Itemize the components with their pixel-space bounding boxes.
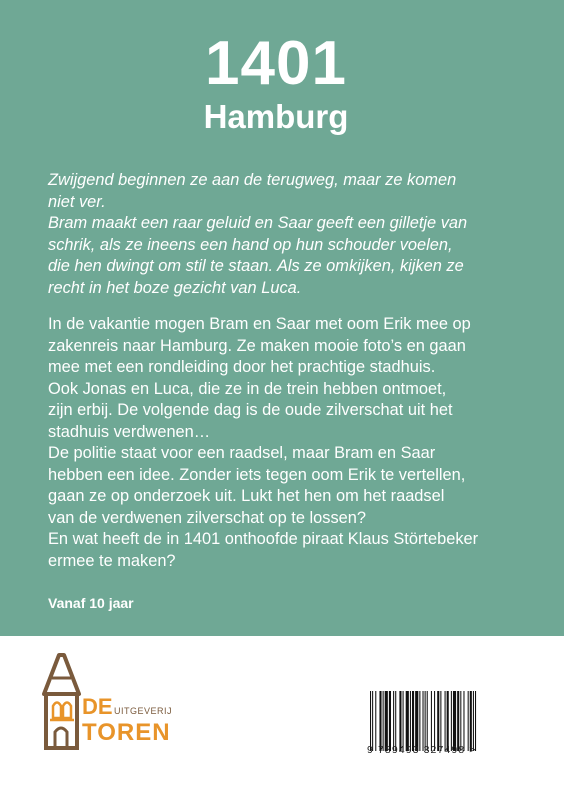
blurb-line: gaan ze op onderzoek uit. Lukt het hen om het raadsel bbox=[48, 487, 445, 505]
logo-text-uitgeverij: UITGEVERIJ bbox=[114, 706, 173, 716]
book-subtitle: Hamburg bbox=[203, 98, 349, 135]
teaser-line: Bram maakt een raar geluid en Saar geeft een gilletje van bbox=[48, 214, 468, 232]
isbn-digits: 9 789493 327498 > bbox=[367, 744, 477, 756]
teaser-line: Zwijgend beginnen ze aan de terugweg, maar ze komen bbox=[48, 171, 457, 189]
publisher-logo bbox=[40, 652, 190, 752]
blurb-line: En wat heeft de in 1401 onthoofde piraat Klaus Störtebeker bbox=[48, 530, 479, 548]
blurb-line: zakenreis naar Hamburg. Ze maken mooie foto’s en gaan bbox=[48, 336, 466, 355]
blurb-line: stadhuis verdwenen… bbox=[48, 422, 211, 441]
blurb-line: In de vakantie mogen Bram en Saar met oom Erik mee op bbox=[48, 315, 471, 333]
blurb-line: zijn erbij. De volgende dag is de oude zilverschat uit het bbox=[48, 401, 453, 419]
teaser-line: recht in het boze gezicht van Luca. bbox=[48, 278, 302, 297]
age-recommendation: Vanaf 10 jaar bbox=[48, 595, 134, 611]
teaser-line: schrik, als ze ineens een hand op hun schouder voelen, bbox=[48, 235, 453, 254]
blurb-line: hebben een idee. Zonder iets tegen oom Erik te vertellen, bbox=[48, 465, 466, 484]
teaser-paragraph bbox=[48, 170, 518, 299]
logo-text-toren: TOREN bbox=[82, 719, 171, 746]
logo-text-de: DE bbox=[82, 694, 113, 719]
blurb-line: De politie staat voor een raadsel, maar Bram en Saar bbox=[48, 444, 436, 462]
teaser-line: die hen dwingt om stil te staan. Als ze omkijken, kijken ze bbox=[48, 257, 464, 275]
tower-icon bbox=[44, 655, 79, 748]
blurb-paragraph bbox=[48, 314, 518, 572]
teaser-line: niet ver. bbox=[48, 192, 106, 211]
book-title: 1401 bbox=[205, 29, 347, 98]
blurb-line: van de verdwenen zilverschat op te lossen? bbox=[48, 508, 366, 527]
blurb-line: mee met een rondleiding door het prachtige stadhuis. bbox=[48, 358, 436, 376]
blurb-line: Ook Jonas en Luca, die ze in de trein hebben ontmoet, bbox=[48, 379, 447, 398]
blurb-line: ermee te maken? bbox=[48, 551, 176, 570]
